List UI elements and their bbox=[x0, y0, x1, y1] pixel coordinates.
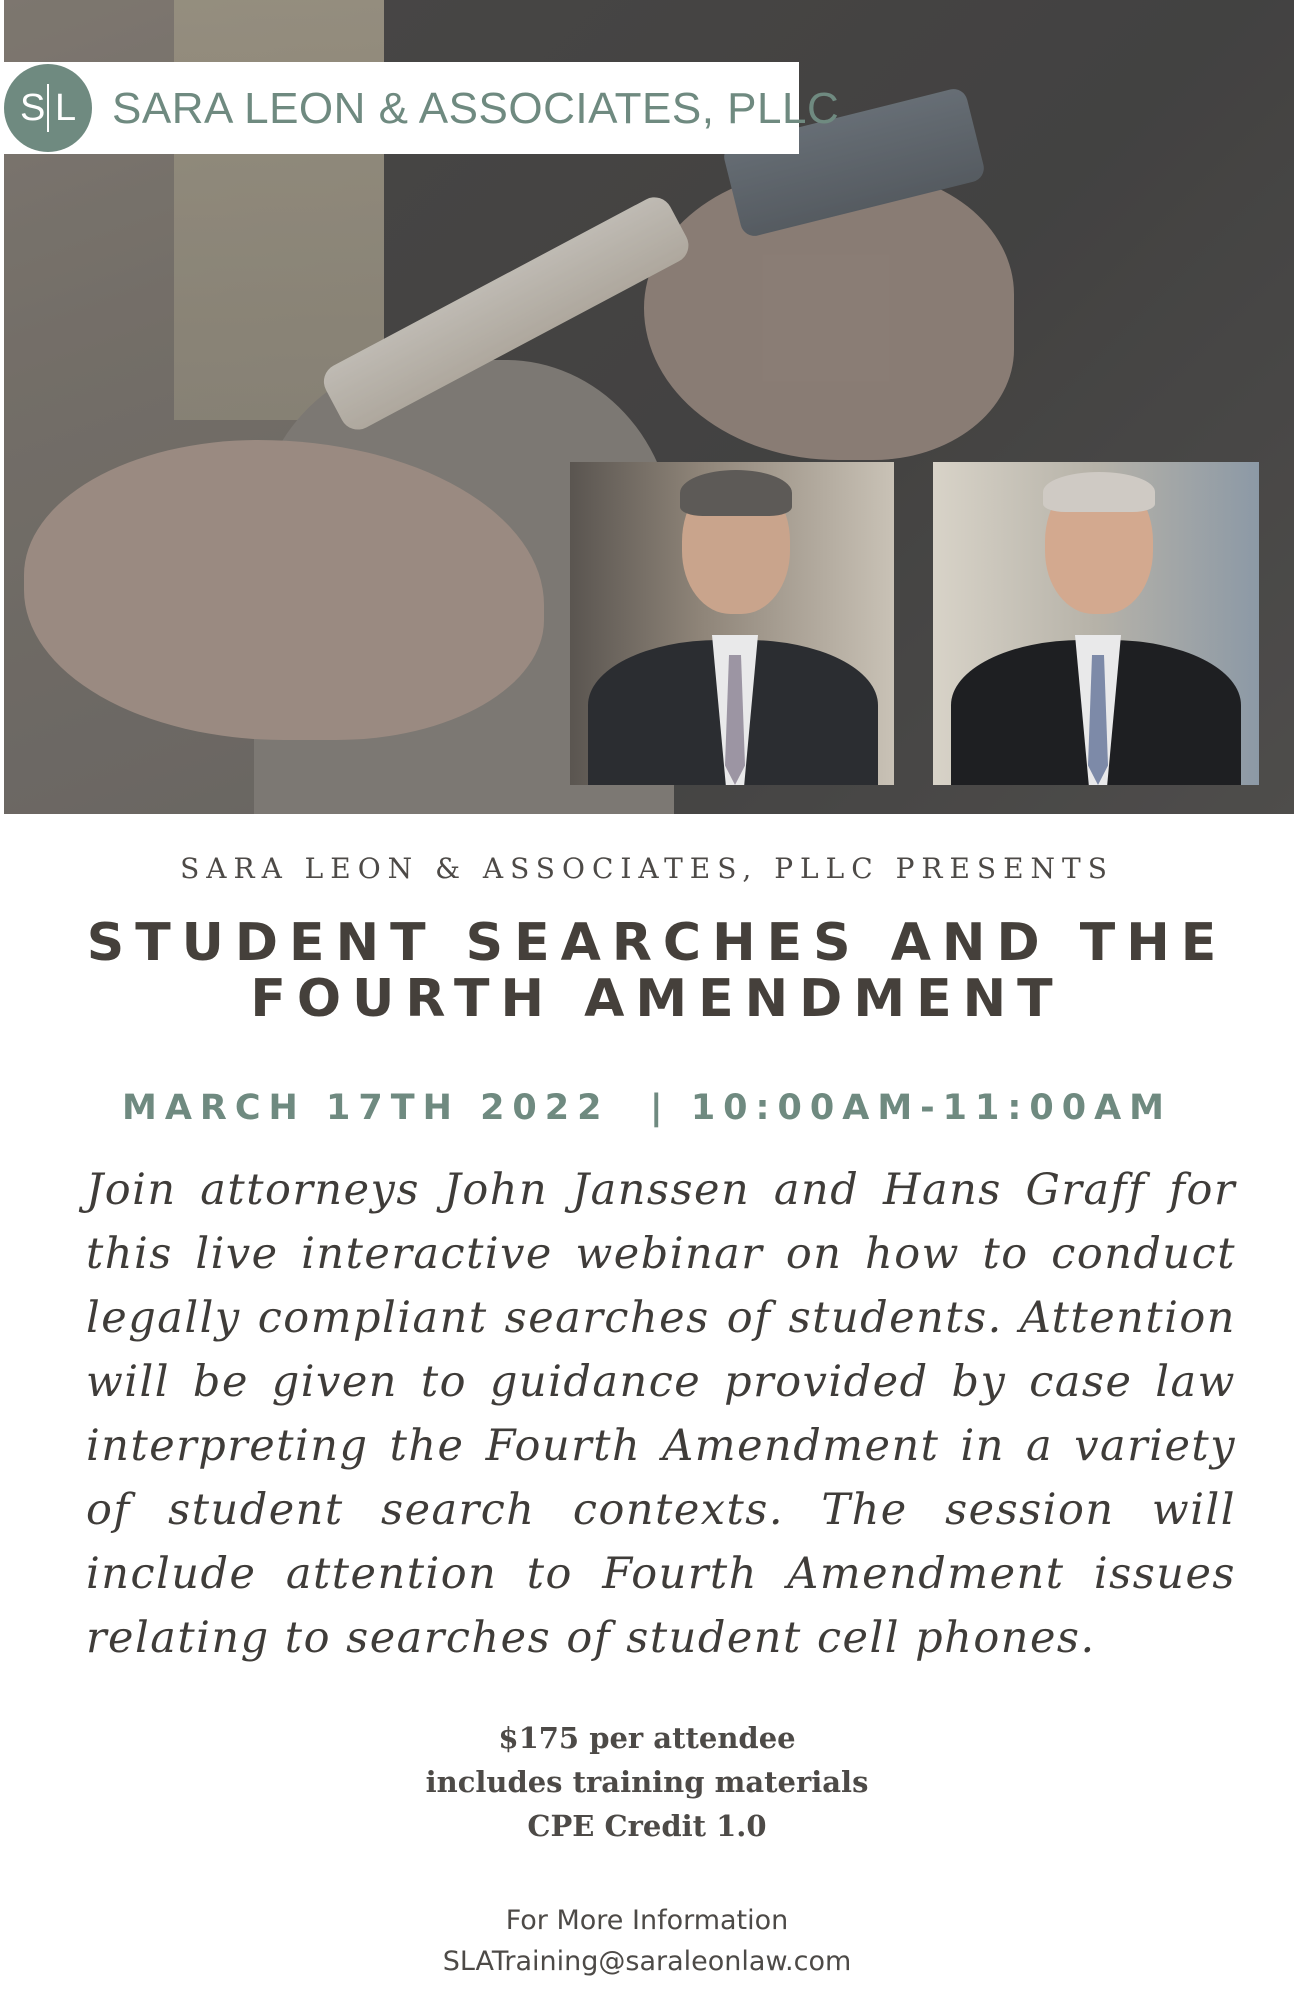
attorney-headshot-1 bbox=[570, 462, 894, 785]
event-title-line-1: STUDENT SEARCHES AND THE bbox=[86, 913, 1228, 973]
price-per-attendee: $175 per attendee bbox=[498, 1721, 796, 1755]
event-date-time: MARCH 17TH 2022 | 10:00AM-11:00AM bbox=[121, 1088, 1172, 1128]
headshot-hair bbox=[680, 470, 792, 516]
logo-letter-l: L bbox=[55, 87, 77, 129]
event-title-line-2: FOURTH AMENDMENT bbox=[250, 969, 1064, 1029]
firm-logo-name: SARA LEON & ASSOCIATES, PLLC bbox=[112, 84, 840, 133]
event-description: Join attorneys John Janssen and Hans Graff for this live interactive webinar on how to conduct legally compliant searches of students. Attention will be given to guidance provided by case law interpreting the Fourth Amendment in a variety of student search contexts. The session will include attention to Fourth Amendment issues relating to searches of student cell phones. bbox=[86, 1165, 1236, 1663]
event-title bbox=[20, 915, 1294, 1027]
training-materials-note: includes training materials bbox=[425, 1765, 869, 1799]
contact-block bbox=[0, 1900, 1294, 1982]
firm-logo-banner bbox=[4, 62, 840, 154]
logo-letter-s: S bbox=[20, 87, 46, 129]
contact-email-link[interactable]: SLATraining@saraleonlaw.com bbox=[442, 1946, 852, 1977]
logo-divider bbox=[47, 84, 49, 132]
firm-logo-icon bbox=[4, 64, 92, 152]
pricing-block bbox=[0, 1716, 1294, 1848]
headshot-hair bbox=[1043, 472, 1155, 512]
cpe-credit: CPE Credit 1.0 bbox=[527, 1809, 767, 1843]
attorney-headshot-2 bbox=[933, 462, 1259, 785]
presents-line: SARA LEON & ASSOCIATES, PLLC PRESENTS bbox=[180, 852, 1114, 885]
more-info-label: For More Information bbox=[505, 1905, 789, 1936]
